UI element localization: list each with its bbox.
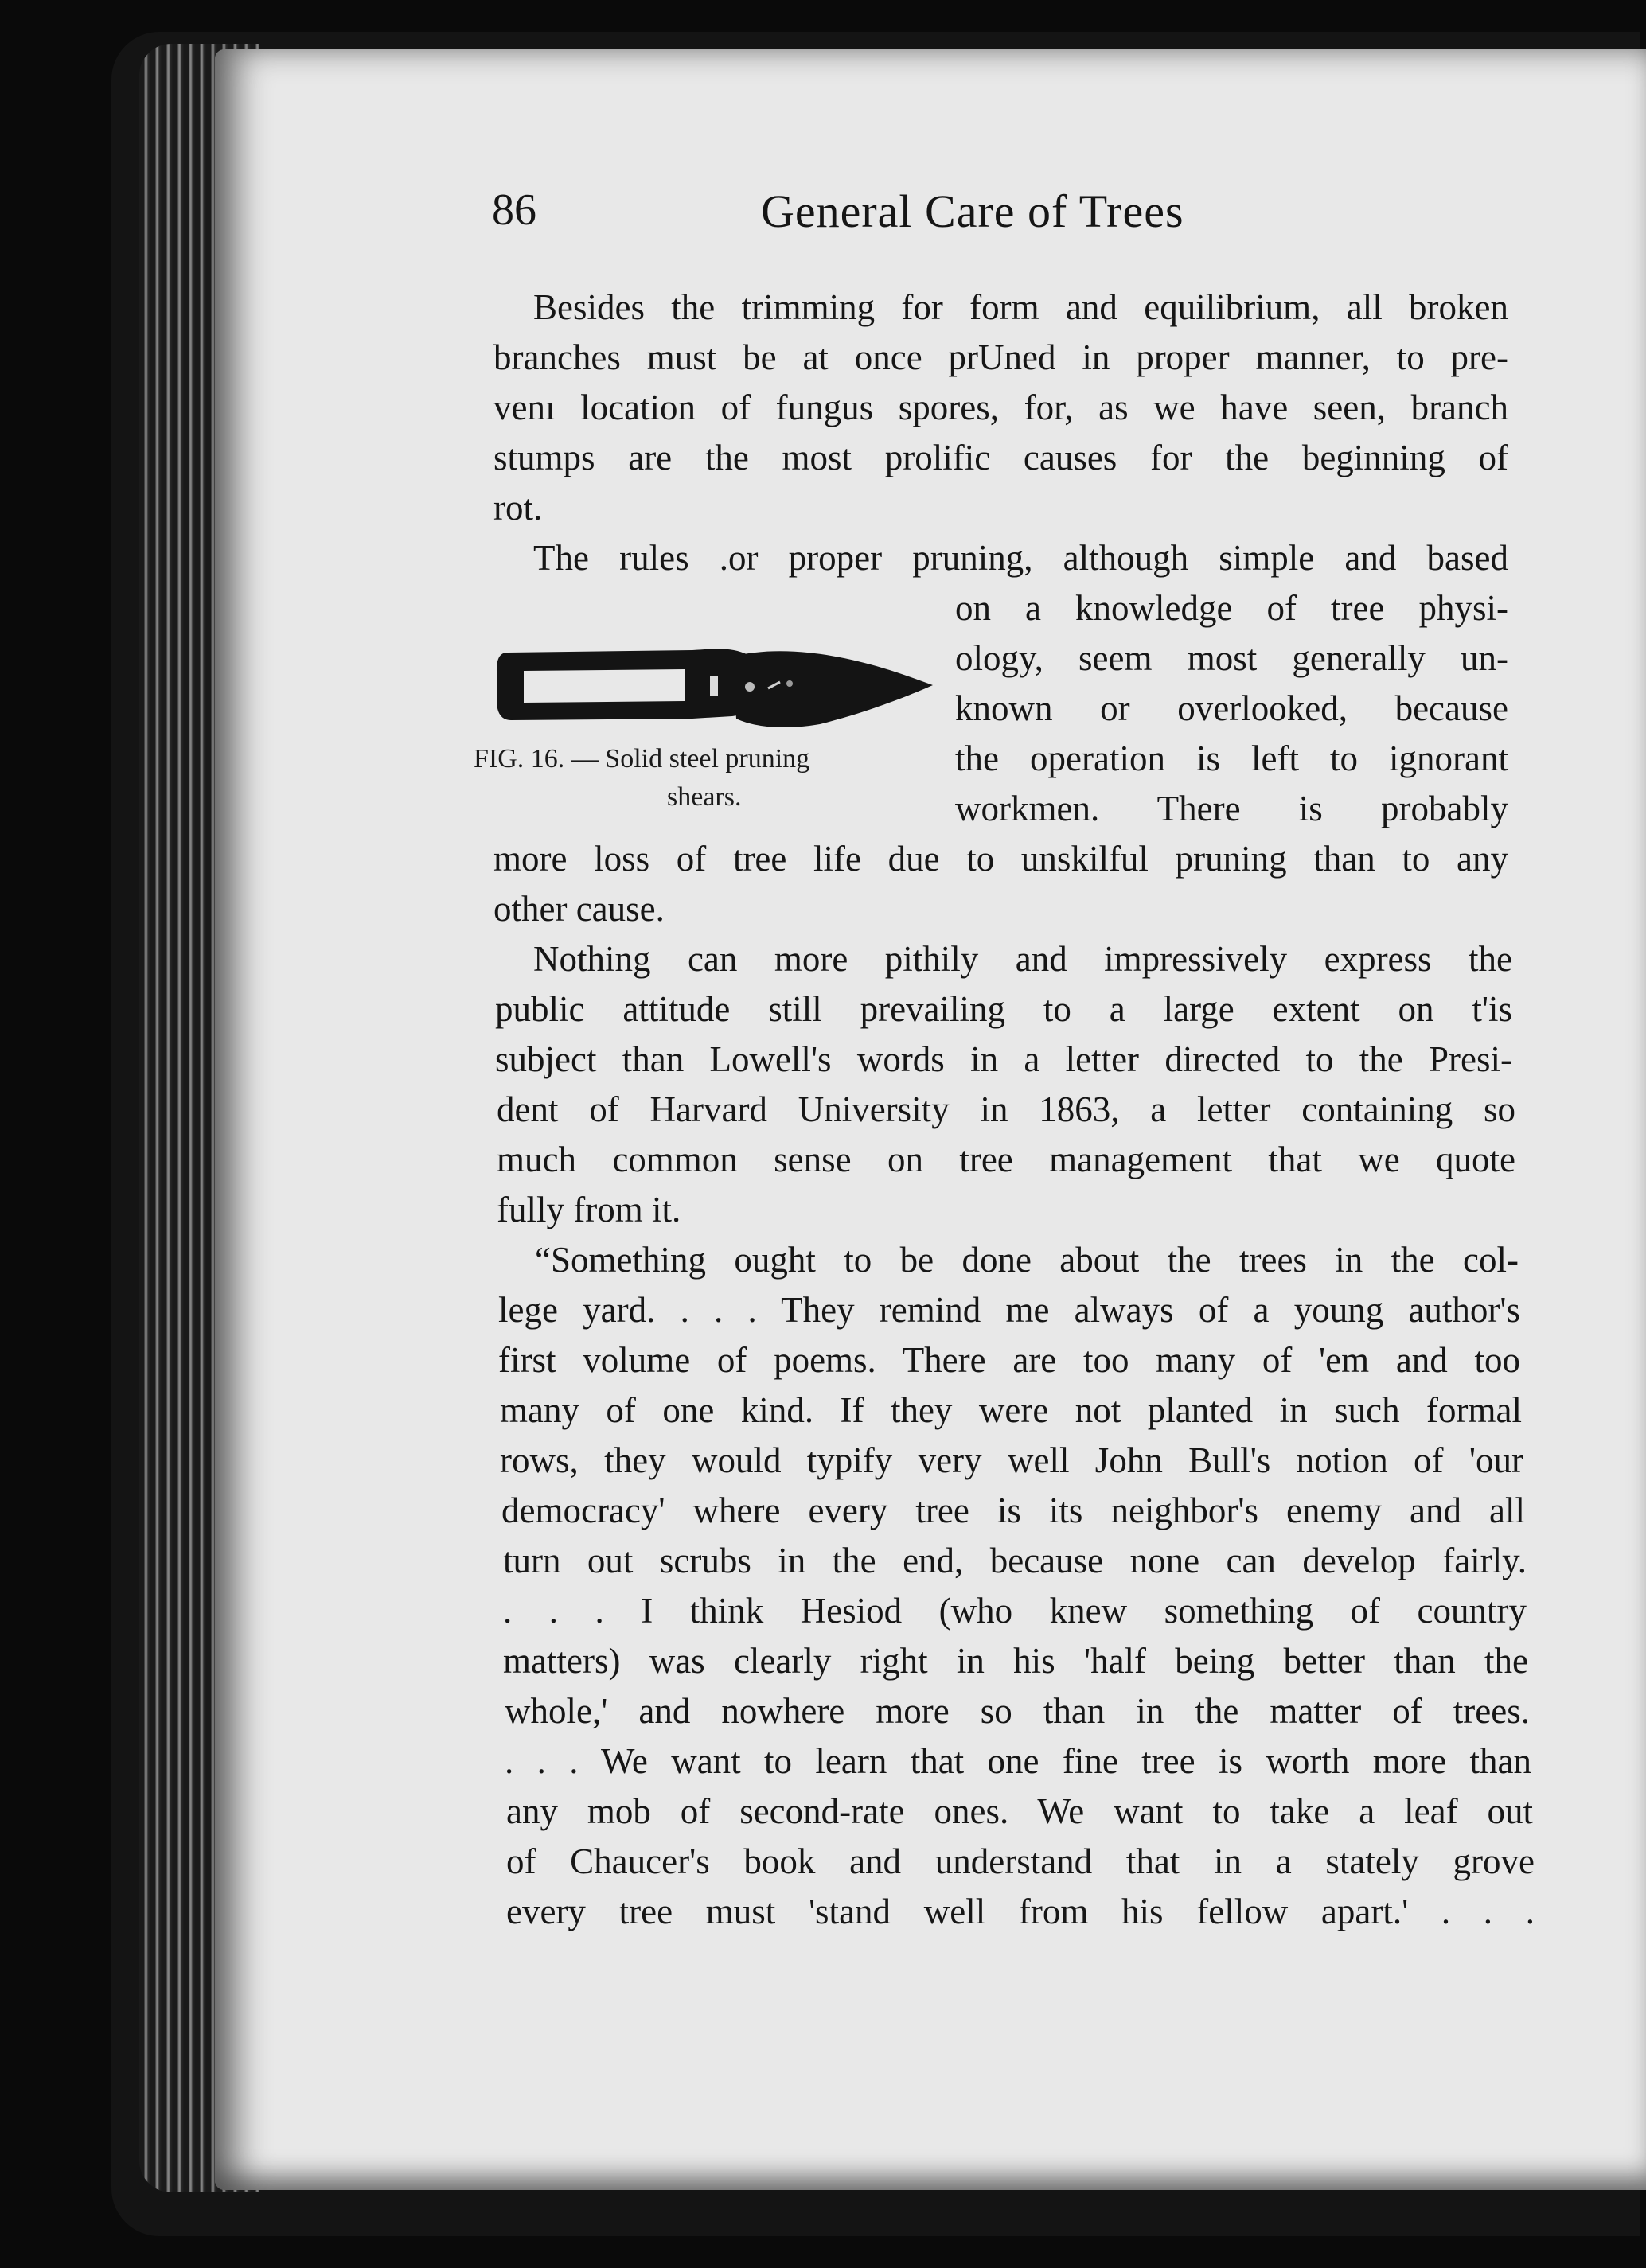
page-number: 86	[492, 185, 536, 235]
text-line: fully from it.	[497, 1190, 681, 1229]
page-header	[492, 185, 1527, 248]
text-line: rows, they would typify very well John Bull's notion of 'our	[500, 1440, 1523, 1480]
text-line: many of one kind. If they were not planted in such formal	[500, 1390, 1522, 1430]
text-line: venı location of fungus spores, for, as we have seen, branch	[493, 388, 1508, 427]
scan-border-top	[0, 0, 1646, 24]
text-line: . . . We want to learn that one fine tree is worth more than	[505, 1741, 1531, 1781]
text-line: public attitude still prevailing to a large extent on t'is	[495, 989, 1512, 1029]
text-line: subject than Lowell's words in a letter directed to the Presi-	[495, 1039, 1512, 1079]
text-line: lege yard. . . . They remind me always of a young author's	[498, 1290, 1520, 1330]
text-line: dent of Harvard University in 1863, a letter containing so	[497, 1089, 1515, 1129]
text-line: Besides the trimming for form and equilibrium, all broken	[533, 287, 1508, 327]
text-line: stumps are the most prolific causes for the beginning of	[493, 438, 1508, 477]
text-line: any mob of second-rate ones. We want to take a leaf out	[506, 1791, 1533, 1831]
text-line: of Chaucer's book and understand that in a stately grove	[506, 1841, 1535, 1881]
text-line: matters) was clearly right in his 'half being better than the	[503, 1641, 1528, 1681]
text-line: workmen. There is probably	[955, 789, 1508, 828]
text-line: branches must be at once prUned in proper manner, to pre-	[493, 337, 1508, 377]
caption-line: FIG. 16. — Solid steel pruning	[474, 744, 810, 774]
text-line: ology, seem most generally un-	[955, 638, 1508, 678]
text-line: rot.	[493, 488, 543, 528]
text-line: The rules .or proper pruning, although simple and based	[533, 538, 1508, 578]
text-line: other cause.	[493, 889, 665, 929]
text-line: every tree must 'stand well from his fellow apart.' . . .	[506, 1892, 1535, 1931]
text-line: more loss of tree life due to unskilful pruning than to any	[493, 839, 1508, 879]
text-line: Nothing can more pithily and impressively express the	[533, 939, 1512, 979]
text-line: . . . I think Hesiod (who knew something of country	[503, 1591, 1527, 1631]
scan-border-bottom	[0, 2236, 1646, 2268]
text-line: turn out scrubs in the end, because none can develop fairly.	[503, 1541, 1527, 1580]
figure-pruning-shears	[474, 617, 939, 812]
pruning-shears-icon	[493, 617, 939, 752]
text-line: first volume of poems. There are too many of 'em and too	[498, 1340, 1520, 1380]
text-line: whole,' and nowhere more so than in the matter of trees.	[505, 1691, 1530, 1731]
text-line: “Something ought to be done about the trees in the col-	[535, 1240, 1519, 1280]
text-line: much common sense on tree management that we quote	[497, 1140, 1515, 1179]
text-line: democracy' where every tree is its neighbor's enemy and all	[501, 1491, 1525, 1530]
text-line: the operation is left to ignorant	[955, 738, 1508, 778]
text-line: known or overlooked, because	[955, 688, 1508, 728]
caption-line: shears.	[667, 782, 742, 812]
text-line: on a knowledge of tree physi-	[955, 588, 1508, 628]
running-title: General Care of Trees	[761, 185, 1184, 237]
